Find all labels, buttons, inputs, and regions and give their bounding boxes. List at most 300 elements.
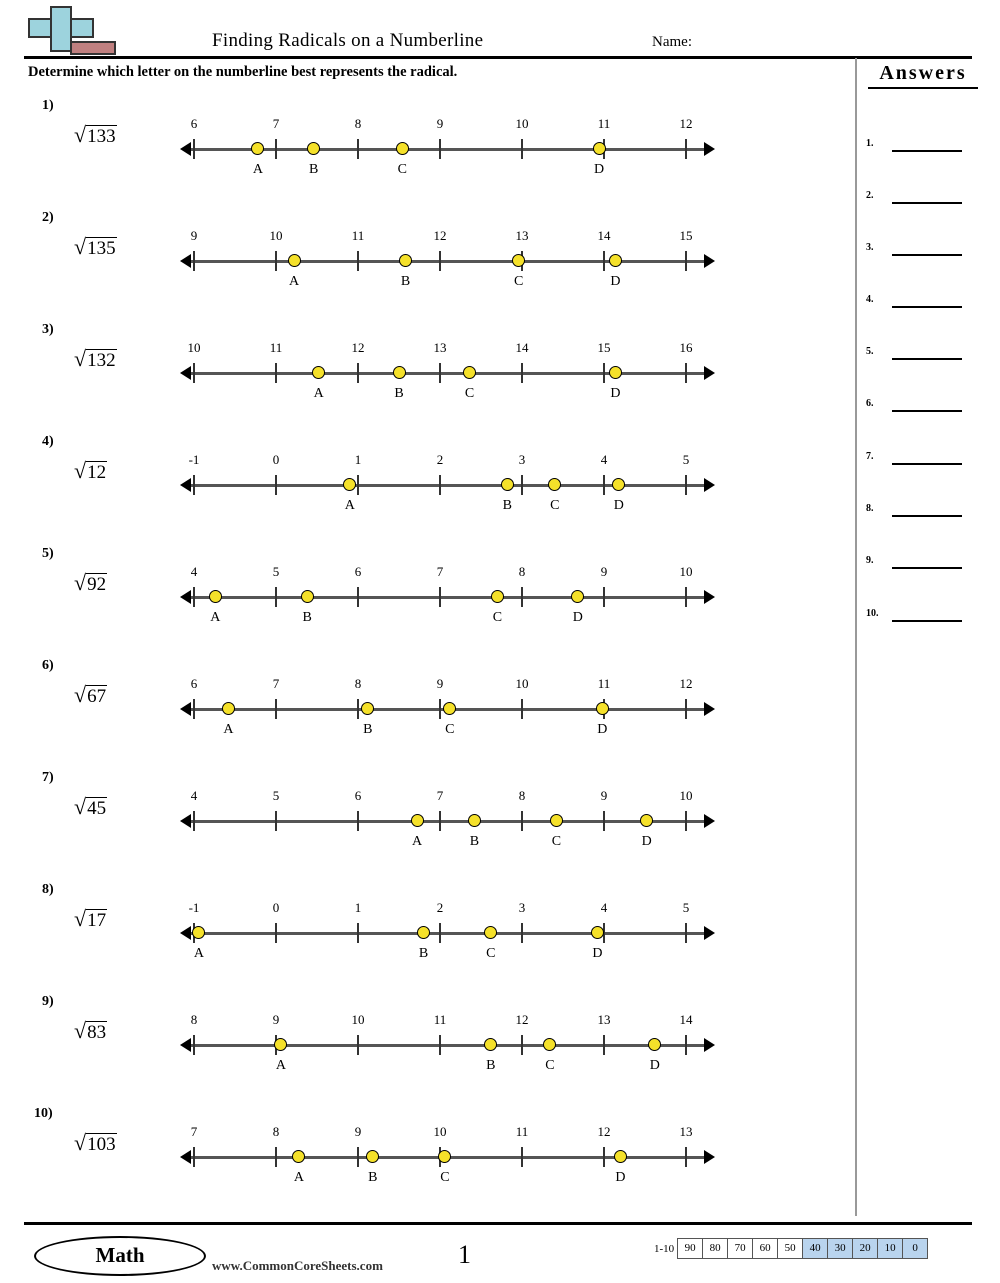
numberline-point[interactable] — [209, 590, 222, 603]
numberline-point-label: D — [610, 386, 621, 401]
numberline-point[interactable] — [222, 702, 235, 715]
score-scale-cell: 50 — [777, 1238, 803, 1259]
numberline-point-label: B — [486, 1058, 496, 1073]
numberline-point[interactable] — [274, 1038, 287, 1051]
arrow-right-icon — [704, 702, 715, 716]
numberline-tick — [685, 923, 687, 943]
answer-blank[interactable] — [892, 306, 962, 308]
arrow-left-icon — [180, 478, 191, 492]
tick-label: 8 — [354, 116, 362, 131]
tick-label: 10 — [679, 564, 693, 579]
answer-number: 7. — [866, 451, 874, 462]
numberline-point-label: D — [613, 498, 624, 513]
numberline-point-label: B — [469, 834, 480, 849]
tick-label: 11 — [269, 340, 283, 355]
numberline-point[interactable] — [463, 366, 476, 379]
page-number: 1 — [458, 1240, 471, 1269]
tick-label: -1 — [188, 900, 200, 915]
tick-label: 5 — [682, 452, 690, 467]
numberline-point[interactable] — [438, 1150, 451, 1163]
problem — [0, 546, 850, 654]
tick-label: 12 — [679, 116, 693, 131]
numberline-point-label: D — [641, 834, 652, 849]
numberline-point-label: C — [551, 834, 562, 849]
problem-number: 10) — [34, 1106, 53, 1121]
problem-number: 4) — [42, 434, 54, 449]
arrow-right-icon — [704, 1150, 715, 1164]
numberline-tick — [275, 811, 277, 831]
tick-label: 14 — [597, 228, 611, 243]
radical-sign: √ — [74, 682, 87, 707]
answer-number: 5. — [866, 346, 874, 357]
numberline-point[interactable] — [399, 254, 412, 267]
radicand: 83 — [87, 1022, 107, 1043]
numberline-tick — [521, 363, 523, 383]
problem-number: 3) — [42, 322, 54, 337]
score-scale-cell: 80 — [702, 1238, 728, 1259]
answer-blank[interactable] — [892, 358, 962, 360]
numberline-point[interactable] — [468, 814, 481, 827]
tick-label: 5 — [682, 900, 690, 915]
numberline-tick — [357, 923, 359, 943]
numberline-tick — [603, 475, 605, 495]
numberline — [180, 218, 715, 308]
numberline-point-label: C — [464, 386, 475, 401]
tick-label: 3 — [518, 900, 526, 915]
answer-number: 1. — [866, 138, 874, 149]
answer-item[interactable] — [866, 443, 972, 469]
tick-label: 14 — [515, 340, 529, 355]
radical-expression — [74, 122, 117, 148]
numberline-tick — [521, 923, 523, 943]
problem-number: 8) — [42, 882, 54, 897]
numberline-point[interactable] — [543, 1038, 556, 1051]
tick-label: 3 — [518, 452, 526, 467]
numberline-tick — [439, 363, 441, 383]
tick-label: 10 — [515, 116, 529, 131]
numberline-point[interactable] — [612, 478, 625, 491]
numberline-point[interactable] — [192, 926, 205, 939]
problem — [0, 1106, 850, 1214]
problem-number: 5) — [42, 546, 54, 561]
numberline-tick — [685, 811, 687, 831]
radicand: 92 — [87, 574, 107, 595]
tick-label: 4 — [600, 452, 608, 467]
numberline-tick — [275, 923, 277, 943]
numberline-point[interactable] — [609, 254, 622, 267]
numberline-point-label: D — [615, 1170, 626, 1185]
numberline-tick — [439, 139, 441, 159]
tick-label: 1 — [354, 900, 362, 915]
numberline-tick — [193, 587, 195, 607]
numberline-tick — [193, 811, 195, 831]
problem — [0, 210, 850, 318]
numberline-tick — [357, 363, 359, 383]
answer-blank[interactable] — [892, 150, 962, 152]
tick-label: 15 — [597, 340, 611, 355]
numberline-axis — [188, 484, 706, 487]
numberline-tick — [193, 1035, 195, 1055]
numberline-tick — [685, 699, 687, 719]
numberline — [180, 442, 715, 532]
radicand: 133 — [87, 126, 116, 147]
numberline-tick — [357, 587, 359, 607]
tick-label: 12 — [351, 340, 365, 355]
tick-label: 13 — [433, 340, 447, 355]
numberline-axis — [188, 932, 706, 935]
numberline-point-label: B — [309, 162, 319, 177]
answer-number: 3. — [866, 242, 874, 253]
arrow-left-icon — [180, 254, 191, 268]
problem-number: 9) — [42, 994, 54, 1009]
tick-label: 10 — [351, 1012, 365, 1027]
radical-sign: √ — [74, 906, 87, 931]
answer-number: 10. — [866, 608, 879, 619]
tick-label: 4 — [600, 900, 608, 915]
radical-sign: √ — [74, 1018, 87, 1043]
numberline-tick — [357, 699, 359, 719]
tick-label: 2 — [436, 452, 444, 467]
arrow-left-icon — [180, 366, 191, 380]
numberline-point[interactable] — [593, 142, 606, 155]
numberline-point[interactable] — [251, 142, 264, 155]
problem — [0, 882, 850, 990]
numberline — [180, 778, 715, 868]
logo-cross-vertical — [50, 6, 72, 52]
radicand: 12 — [87, 462, 107, 483]
numberline-point-label: A — [193, 946, 204, 961]
logo-bar — [70, 41, 116, 55]
arrow-left-icon — [180, 142, 191, 156]
numberline-point[interactable] — [288, 254, 301, 267]
problem — [0, 434, 850, 542]
answer-number: 6. — [866, 398, 874, 409]
numberline-point[interactable] — [614, 1150, 627, 1163]
radical-sign: √ — [74, 122, 87, 147]
numberline-point-label: B — [363, 722, 373, 737]
tick-label: 10 — [187, 340, 201, 355]
numberline-tick — [521, 475, 523, 495]
numberline — [180, 106, 715, 196]
numberline-point[interactable] — [648, 1038, 661, 1051]
tick-label: 1 — [354, 452, 362, 467]
tick-label: 7 — [190, 1124, 198, 1139]
score-scale — [654, 1238, 928, 1259]
arrow-left-icon — [180, 814, 191, 828]
radicand: 103 — [87, 1134, 116, 1155]
tick-label: 8 — [518, 788, 526, 803]
numberline-tick — [275, 587, 277, 607]
answer-number: 4. — [866, 294, 874, 305]
answer-blank[interactable] — [892, 567, 962, 569]
numberline-axis — [188, 1044, 706, 1047]
numberline-tick — [521, 1147, 523, 1167]
numberline-tick — [275, 251, 277, 271]
tick-label: 10 — [433, 1124, 447, 1139]
tick-label: 9 — [190, 228, 198, 243]
tick-label: 5 — [272, 788, 280, 803]
numberline-tick — [193, 139, 195, 159]
numberline-axis — [188, 372, 706, 375]
answer-item[interactable] — [866, 234, 972, 260]
numberline-tick — [357, 1147, 359, 1167]
score-scale-cell: 10 — [877, 1238, 903, 1259]
answer-item[interactable] — [866, 130, 972, 156]
answer-number: 2. — [866, 190, 874, 201]
tick-label: 10 — [679, 788, 693, 803]
numberline — [180, 1002, 715, 1092]
radical-expression — [74, 1018, 107, 1044]
numberline-point[interactable] — [312, 366, 325, 379]
tick-label: 15 — [679, 228, 693, 243]
answer-item[interactable] — [866, 547, 972, 573]
site-url: www.CommonCoreSheets.com — [212, 1258, 383, 1273]
tick-label: 2 — [436, 900, 444, 915]
numberline-tick — [603, 1147, 605, 1167]
radical-expression — [74, 1130, 117, 1156]
numberline-point-label: C — [514, 274, 524, 289]
numberline-point[interactable] — [393, 366, 406, 379]
radical-expression — [74, 458, 107, 484]
tick-label: 13 — [515, 228, 529, 243]
arrow-right-icon — [704, 590, 715, 604]
numberline-point[interactable] — [301, 590, 314, 603]
numberline-tick — [439, 475, 441, 495]
tick-label: 8 — [190, 1012, 198, 1027]
radical-expression — [74, 906, 107, 932]
answer-item[interactable] — [866, 182, 972, 208]
arrow-right-icon — [704, 814, 715, 828]
numberline-point[interactable] — [548, 478, 561, 491]
tick-label: 6 — [190, 116, 198, 131]
arrow-left-icon — [180, 926, 191, 940]
numberline-tick — [685, 139, 687, 159]
answer-blank[interactable] — [892, 620, 962, 622]
numberline-tick — [439, 1035, 441, 1055]
numberline-point-label: A — [252, 162, 264, 177]
numberline-point-label: B — [368, 1170, 378, 1185]
tick-label: 9 — [354, 1124, 362, 1139]
numberline-axis — [188, 260, 706, 263]
numberline-point-label: D — [572, 610, 583, 625]
numberline-tick — [193, 699, 195, 719]
numberline-point[interactable] — [411, 814, 424, 827]
numberline-point[interactable] — [343, 478, 356, 491]
answer-item[interactable] — [866, 286, 972, 312]
problem-number: 7) — [42, 770, 54, 785]
tick-label: 12 — [679, 676, 693, 691]
numberline-point[interactable] — [596, 702, 609, 715]
numberline-point[interactable] — [417, 926, 430, 939]
numberline-tick — [275, 1147, 277, 1167]
instructions-text: Determine which letter on the numberline best represents the radical. — [28, 64, 458, 80]
numberline-point-label: A — [411, 834, 423, 849]
answer-item[interactable] — [866, 495, 972, 521]
numberline-point-label: D — [594, 162, 605, 177]
score-scale-cell: 40 — [802, 1238, 828, 1259]
arrow-right-icon — [704, 1038, 715, 1052]
tick-label: 6 — [190, 676, 198, 691]
numberline-tick — [357, 475, 359, 495]
answer-item[interactable] — [866, 600, 972, 626]
numberline-point-label: B — [418, 946, 429, 961]
arrow-left-icon — [180, 702, 191, 716]
radical-sign: √ — [74, 346, 87, 371]
radicand: 132 — [87, 350, 116, 371]
score-scale-cell: 0 — [902, 1238, 928, 1259]
tick-label: 10 — [515, 676, 529, 691]
numberline-tick — [521, 811, 523, 831]
answer-blank[interactable] — [892, 254, 962, 256]
numberline-tick — [439, 251, 441, 271]
numberline-tick — [275, 699, 277, 719]
numberline-tick — [603, 1035, 605, 1055]
answer-column-divider — [855, 58, 857, 1216]
numberline-tick — [275, 363, 277, 383]
tick-label: 9 — [600, 564, 608, 579]
numberline-point[interactable] — [484, 926, 497, 939]
commoncoresheets-logo-icon — [22, 4, 122, 54]
numberline-tick — [275, 475, 277, 495]
numberline-point[interactable] — [501, 478, 514, 491]
numberline-tick — [685, 1147, 687, 1167]
tick-label: 7 — [436, 788, 444, 803]
arrow-right-icon — [704, 254, 715, 268]
numberline-point-label: A — [275, 1058, 286, 1073]
tick-label: 5 — [272, 564, 280, 579]
tick-label: 4 — [190, 788, 198, 803]
tick-label: 8 — [272, 1124, 280, 1139]
numberline-tick — [521, 139, 523, 159]
numberline-point[interactable] — [396, 142, 409, 155]
numberline-tick — [193, 475, 195, 495]
numberline-point-label: C — [397, 162, 407, 177]
numberline-point[interactable] — [361, 702, 374, 715]
tick-label: 9 — [436, 116, 444, 131]
arrow-left-icon — [180, 590, 191, 604]
tick-label: 8 — [518, 564, 526, 579]
numberline-point-label: C — [486, 946, 496, 961]
answer-number: 9. — [866, 555, 874, 566]
numberline-tick — [603, 251, 605, 271]
numberline-point[interactable] — [550, 814, 563, 827]
numberline-point[interactable] — [640, 814, 653, 827]
numberline-point[interactable] — [571, 590, 584, 603]
answer-blank[interactable] — [892, 202, 962, 204]
numberline — [180, 554, 715, 644]
tick-label: 6 — [354, 788, 362, 803]
tick-label: 9 — [436, 676, 444, 691]
tick-label: 7 — [272, 116, 280, 131]
tick-label: 12 — [515, 1012, 529, 1027]
numberline-point-label: D — [597, 722, 608, 737]
numberline — [180, 890, 715, 980]
tick-label: 12 — [597, 1124, 611, 1139]
radical-sign: √ — [74, 1130, 87, 1155]
arrow-left-icon — [180, 1150, 191, 1164]
numberline-point[interactable] — [443, 702, 456, 715]
numberline-point[interactable] — [491, 590, 504, 603]
problem — [0, 322, 850, 430]
score-scale-cell: 70 — [727, 1238, 753, 1259]
answer-blank[interactable] — [892, 515, 962, 517]
problem — [0, 994, 850, 1102]
numberline-point-label: C — [445, 722, 455, 737]
radical-sign: √ — [74, 458, 87, 483]
numberline-point[interactable] — [484, 1038, 497, 1051]
tick-label: 9 — [272, 1012, 280, 1027]
tick-label: 7 — [436, 564, 444, 579]
numberline-point[interactable] — [292, 1150, 305, 1163]
arrow-right-icon — [704, 142, 715, 156]
tick-label: 11 — [597, 676, 611, 691]
score-scale-cell: 60 — [752, 1238, 778, 1259]
numberline-tick — [685, 1035, 687, 1055]
tick-label: 12 — [433, 228, 447, 243]
numberline-tick — [685, 587, 687, 607]
problem-number: 6) — [42, 658, 54, 673]
answer-item[interactable] — [866, 390, 972, 416]
radical-sign: √ — [74, 570, 87, 595]
radicand: 135 — [87, 238, 116, 259]
page-title: Finding Radicals on a Numberline — [212, 30, 484, 51]
tick-label: 0 — [272, 900, 280, 915]
problem — [0, 98, 850, 206]
problem — [0, 658, 850, 766]
radical-expression — [74, 570, 107, 596]
numberline-point-label: A — [313, 386, 324, 401]
tick-label: 11 — [597, 116, 611, 131]
numberline-tick — [603, 587, 605, 607]
radical-expression — [74, 794, 107, 820]
numberline-point-label: B — [400, 274, 411, 289]
numberline-tick — [275, 139, 277, 159]
numberline — [180, 666, 715, 756]
numberline-point[interactable] — [307, 142, 320, 155]
numberline-point-label: A — [293, 1170, 305, 1185]
numberline-axis — [188, 596, 706, 599]
numberline-point-label: C — [550, 498, 560, 513]
arrow-right-icon — [704, 926, 715, 940]
numberline-tick — [357, 811, 359, 831]
numberline-point[interactable] — [609, 366, 622, 379]
radical-expression — [74, 682, 107, 708]
numberline-point-label: D — [649, 1058, 660, 1073]
tick-label: 13 — [597, 1012, 611, 1027]
answer-blank[interactable] — [892, 410, 962, 412]
answer-item[interactable] — [866, 338, 972, 364]
numberline-point-label: B — [502, 498, 512, 513]
tick-label: 11 — [515, 1124, 529, 1139]
numberline-point[interactable] — [366, 1150, 379, 1163]
numberline-tick — [357, 251, 359, 271]
numberline — [180, 330, 715, 420]
numberline-tick — [685, 363, 687, 383]
radicand: 67 — [87, 686, 107, 707]
numberline-point[interactable] — [591, 926, 604, 939]
radicand: 17 — [87, 910, 107, 931]
numberline-point-label: D — [610, 274, 621, 289]
tick-label: 16 — [679, 340, 693, 355]
numberline-point[interactable] — [512, 254, 525, 267]
footer-divider — [24, 1222, 972, 1225]
score-scale-cell: 20 — [852, 1238, 878, 1259]
answer-blank[interactable] — [892, 463, 962, 465]
tick-label: 0 — [272, 452, 280, 467]
numberline-tick — [603, 363, 605, 383]
tick-label: 4 — [190, 564, 198, 579]
numberline-tick — [193, 1147, 195, 1167]
